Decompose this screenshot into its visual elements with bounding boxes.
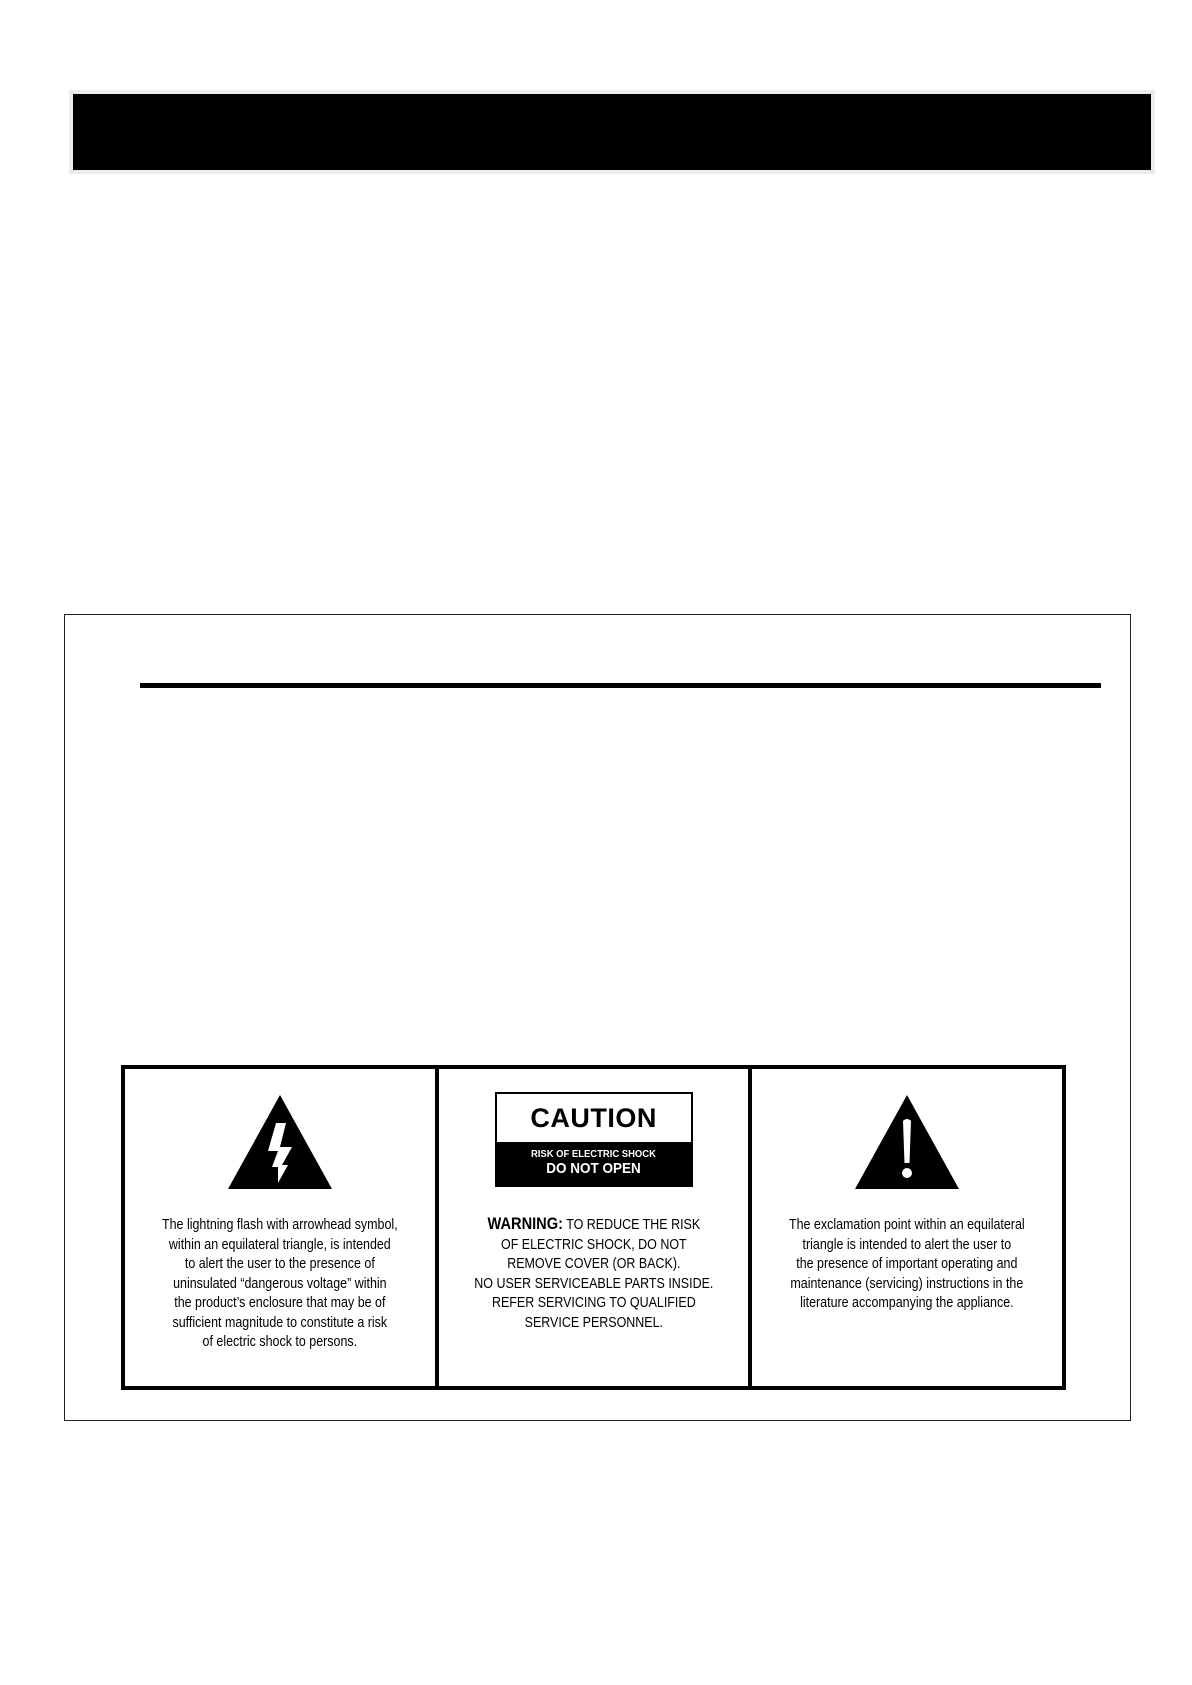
- text-line: REFER SERVICING TO QUALIFIED: [491, 1295, 696, 1311]
- text-line: OF ELECTRIC SHOCK, DO NOT: [500, 1236, 687, 1253]
- do-not-open-text: DO NOT OPEN: [546, 1160, 641, 1178]
- section-title-rule: [140, 683, 1101, 688]
- exclamation-description: [774, 1216, 1040, 1314]
- exclamation-triangle-icon: [853, 1093, 961, 1191]
- warning-heading: WARNING:: [487, 1214, 563, 1233]
- text-line: SERVICE PERSONNEL.: [524, 1314, 663, 1331]
- text-line: of electric shock to persons.: [202, 1334, 358, 1350]
- text-line: The exclamation point within an equilateral: [789, 1217, 1026, 1233]
- text-line: the product’s enclosure that may be of: [174, 1295, 386, 1311]
- text-line: within an equilateral triangle, is intended: [168, 1236, 391, 1253]
- lightning-description: [147, 1216, 413, 1353]
- text-line: the presence of important operating and: [796, 1256, 1018, 1272]
- caution-panel: [435, 1069, 749, 1386]
- text-line: The lightning flash with arrowhead symbol,: [161, 1217, 398, 1233]
- warning-first-line: [460, 1214, 726, 1236]
- caution-title: CAUTION: [530, 1102, 657, 1133]
- lightning-triangle-icon: [226, 1093, 334, 1191]
- text-line: REMOVE COVER (OR BACK).: [506, 1256, 681, 1272]
- warning-first-text: TO REDUCE THE RISK: [562, 1217, 700, 1233]
- caution-label: [495, 1092, 693, 1187]
- text-line: sufficient magnitude to constitute a risk: [172, 1314, 388, 1331]
- text-line: NO USER SERVICEABLE PARTS INSIDE.: [473, 1275, 714, 1292]
- text-line: maintenance (servicing) instructions in the: [790, 1275, 1024, 1292]
- text-line: uninsulated “dangerous voltage” within: [173, 1275, 387, 1292]
- text-line: to alert the user to the presence of: [184, 1256, 375, 1272]
- header-bar: [73, 94, 1151, 170]
- exclamation-panel: [748, 1069, 1062, 1386]
- text-line: literature accompanying the appliance.: [800, 1295, 1014, 1311]
- text-line: triangle is intended to alert the user to: [802, 1236, 1012, 1253]
- lightning-panel: [125, 1069, 435, 1386]
- warning-description: [460, 1214, 726, 1333]
- safety-symbols-panels: [121, 1065, 1066, 1390]
- caution-subtitle: RISK OF ELECTRIC SHOCK: [531, 1148, 657, 1161]
